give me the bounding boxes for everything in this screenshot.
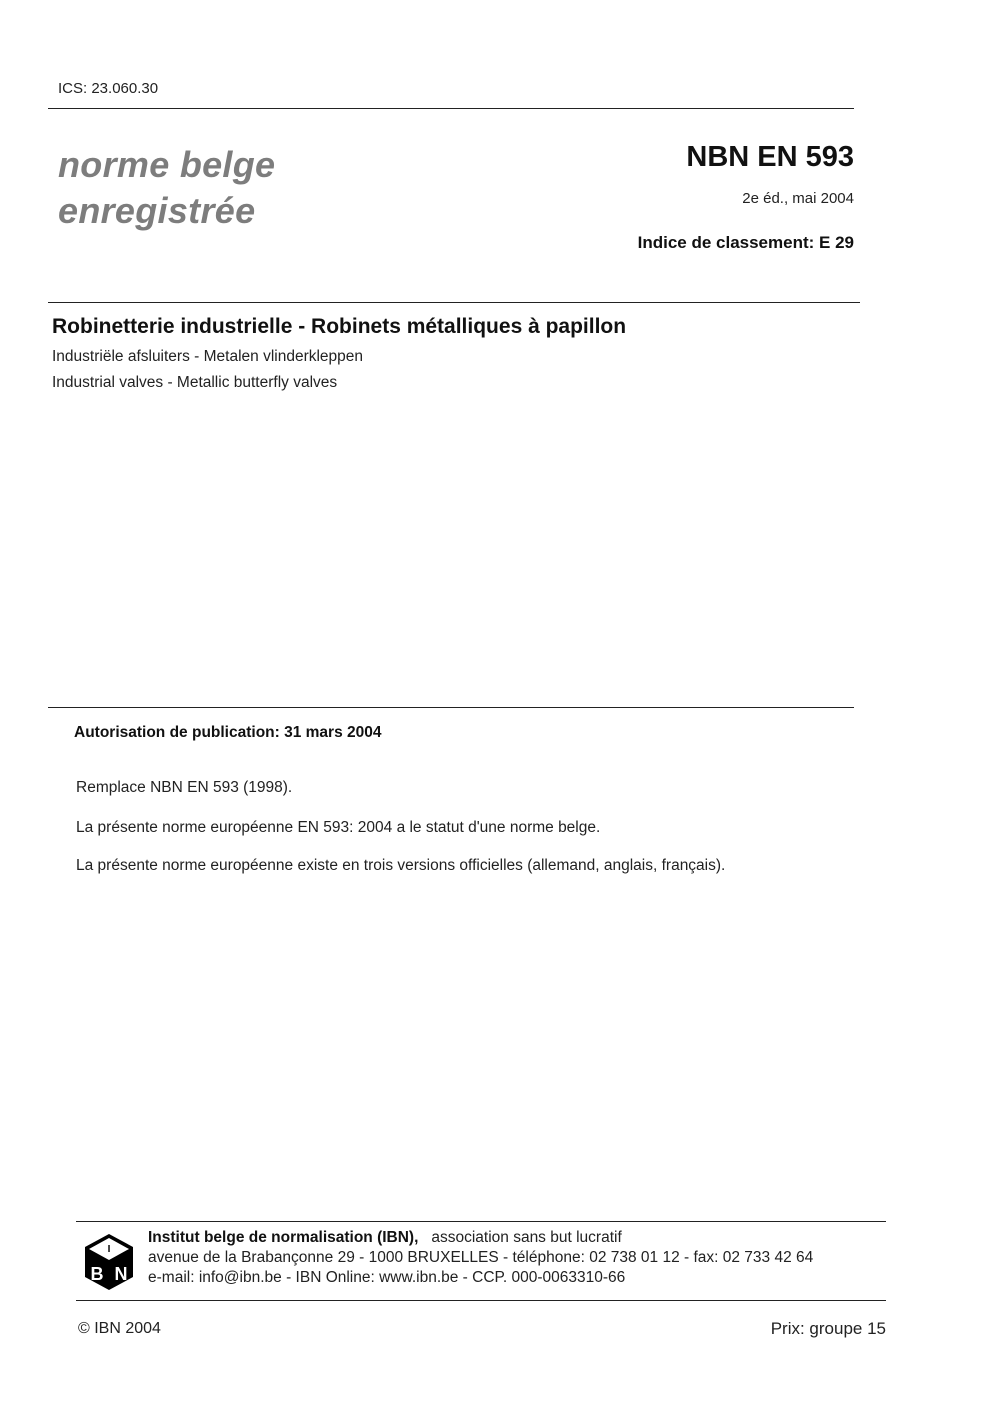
price-group: Prix: groupe 15 xyxy=(770,1319,886,1338)
ics-code: ICS: 23.060.30 xyxy=(58,80,159,97)
institute-description: association sans but lucratif xyxy=(431,1229,622,1246)
note-status: La présente norme européenne EN 593: 2004 a le statut d'une norme belge. xyxy=(76,819,601,836)
institute-name: Institut belge de normalisation (IBN), xyxy=(148,1229,419,1246)
institute-address: avenue de la Brabançonne 29 - 1000 BRUXELLES - téléphone: 02 738 01 12 - fax: 02 733 42 64 xyxy=(148,1249,814,1266)
title-english: Industrial valves - Metallic butterfly valves xyxy=(52,374,338,391)
footer-top-divider xyxy=(76,1221,886,1222)
title-dutch: Industriële afsluiters - Metalen vlinderkleppen xyxy=(52,348,364,365)
edition-date: 2e éd., mai 2004 xyxy=(742,190,854,207)
institute-line xyxy=(148,1229,622,1247)
classification-index: Indice de classement: E 29 xyxy=(637,233,854,252)
footer-bottom-divider xyxy=(76,1300,886,1301)
institute-contact: e-mail: info@ibn.be - IBN Online: www.ibn.be - CCP. 000-0063310-66 xyxy=(148,1269,626,1286)
norme-belge-label xyxy=(58,142,275,234)
norme-line-1: norme belge xyxy=(58,144,276,185)
top-divider xyxy=(48,108,854,109)
publication-authorization: Autorisation de publication: 31 mars 2004 xyxy=(74,724,382,741)
ibn-logo-icon xyxy=(84,1233,134,1291)
note-replaces: Remplace NBN EN 593 (1998). xyxy=(76,779,293,796)
svg-text:B: B xyxy=(90,1264,104,1284)
svg-text:I: I xyxy=(107,1244,111,1255)
title-divider xyxy=(48,302,860,303)
title-french: Robinetterie industrielle - Robinets métalliques à papillon xyxy=(52,315,627,338)
svg-text:N: N xyxy=(114,1264,128,1284)
copyright: © IBN 2004 xyxy=(78,1320,161,1337)
norme-line-2: enregistrée xyxy=(58,190,256,231)
publication-divider xyxy=(48,707,854,708)
note-versions: La présente norme européenne existe en trois versions officielles (allemand, anglais, français). xyxy=(76,857,726,874)
standard-number: NBN EN 593 xyxy=(686,141,854,173)
